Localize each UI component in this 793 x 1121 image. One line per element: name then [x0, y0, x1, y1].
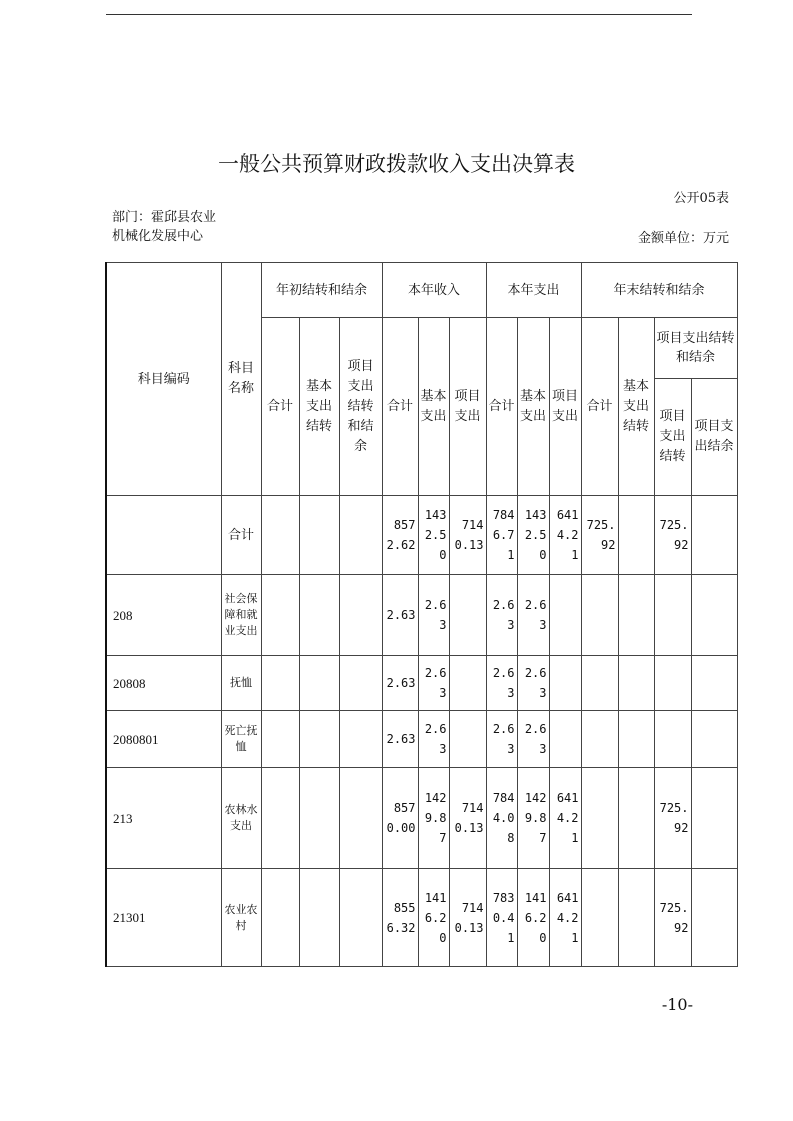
- header-expense: 本年支出: [486, 263, 581, 318]
- cell-begin: [261, 768, 299, 869]
- header-income-basic: 基本支出: [418, 318, 449, 496]
- cell-end-proj: [654, 575, 691, 656]
- cell-inc-proj: 7140.13: [449, 768, 486, 869]
- amount-unit: 金额单位：万元: [637, 231, 729, 246]
- page-title: 一般公共预算财政拨款收入支出决算表: [218, 152, 575, 176]
- cell-begin: [261, 496, 299, 575]
- header-expense-project: 项目支出: [549, 318, 581, 496]
- form-number: 公开05表: [673, 191, 729, 206]
- cell-end-proj: 725.92: [654, 869, 691, 967]
- cell-exp-total: 7830.41: [486, 869, 517, 967]
- cell-begin: [299, 869, 339, 967]
- cell-inc-proj: [449, 711, 486, 768]
- cell-end-proj: 725.92: [654, 768, 691, 869]
- table-row: [106, 711, 737, 768]
- cell-end-basic: [618, 768, 654, 869]
- cell-exp-basic: 2.63: [517, 575, 549, 656]
- cell-begin: [261, 575, 299, 656]
- table-row: [106, 575, 737, 656]
- table-row: [106, 768, 737, 869]
- cell-begin: [299, 575, 339, 656]
- cell-exp-total: 7846.71: [486, 496, 517, 575]
- cell-inc-basic: 1416.20: [418, 869, 449, 967]
- cell-end-bal: [691, 496, 737, 575]
- cell-exp-basic: 1416.20: [517, 869, 549, 967]
- cell-end-basic: [618, 575, 654, 656]
- cell-code: 213: [106, 768, 221, 869]
- cell-end-total: [581, 711, 618, 768]
- cell-exp-basic: 2.63: [517, 711, 549, 768]
- table-row: [106, 496, 737, 575]
- cell-end-basic: [618, 496, 654, 575]
- cell-exp-proj: [549, 575, 581, 656]
- cell-exp-basic: 2.63: [517, 656, 549, 711]
- cell-name: 抚恤: [221, 656, 261, 711]
- cell-inc-total: 8572.62: [382, 496, 418, 575]
- cell-end-total: [581, 869, 618, 967]
- cell-end-basic: [618, 656, 654, 711]
- cell-exp-total: 7844.08: [486, 768, 517, 869]
- cell-end-total: [581, 656, 618, 711]
- cell-end-basic: [618, 711, 654, 768]
- page-number: -10-: [661, 995, 693, 1014]
- cell-begin: [299, 656, 339, 711]
- cell-exp-proj: 6414.21: [549, 496, 581, 575]
- cell-end-bal: [691, 869, 737, 967]
- header-end-basic: 基本支出结转: [618, 318, 654, 496]
- cell-exp-proj: [549, 711, 581, 768]
- cell-inc-total: 2.63: [382, 656, 418, 711]
- cell-end-proj: 725.92: [654, 496, 691, 575]
- cell-exp-proj: [549, 656, 581, 711]
- cell-exp-basic: 1432.50: [517, 496, 549, 575]
- cell-exp-total: 2.63: [486, 575, 517, 656]
- header-end-project: 项目支出结转和结余: [654, 318, 737, 379]
- cell-code: 20808: [106, 656, 221, 711]
- header-begin-project: 项目支出结转和结余: [339, 318, 382, 496]
- cell-begin: [339, 575, 382, 656]
- cell-name: 死亡抚恤: [221, 711, 261, 768]
- header-expense-total: 合计: [486, 318, 517, 496]
- cell-end-bal: [691, 575, 737, 656]
- cell-end-total: [581, 575, 618, 656]
- cell-begin: [339, 496, 382, 575]
- cell-end-proj: [654, 711, 691, 768]
- cell-begin: [339, 768, 382, 869]
- cell-code: 208: [106, 575, 221, 656]
- cell-begin: [339, 656, 382, 711]
- cell-begin: [339, 711, 382, 768]
- cell-inc-total: 2.63: [382, 711, 418, 768]
- header-end-total: 合计: [581, 318, 618, 496]
- cell-end-total: [581, 768, 618, 869]
- cell-code: 2080801: [106, 711, 221, 768]
- header-expense-basic: 基本支出: [517, 318, 549, 496]
- header-end-project-carry: 项目支出结转: [654, 379, 691, 496]
- cell-inc-total: 8570.00: [382, 768, 418, 869]
- table-row: [106, 656, 737, 711]
- header-income-total: 合计: [382, 318, 418, 496]
- cell-inc-basic: 2.63: [418, 575, 449, 656]
- cell-end-bal: [691, 656, 737, 711]
- cell-inc-basic: 1432.50: [418, 496, 449, 575]
- cell-inc-proj: [449, 656, 486, 711]
- table-row: [106, 869, 737, 967]
- cell-end-proj: [654, 656, 691, 711]
- cell-begin: [299, 496, 339, 575]
- top-rule: [106, 14, 692, 15]
- header-code: 科目编码: [106, 263, 221, 496]
- cell-inc-total: 2.63: [382, 575, 418, 656]
- cell-exp-total: 2.63: [486, 656, 517, 711]
- cell-exp-proj: 6414.21: [549, 768, 581, 869]
- cell-inc-proj: 7140.13: [449, 496, 486, 575]
- cell-exp-basic: 1429.87: [517, 768, 549, 869]
- cell-begin: [261, 711, 299, 768]
- cell-name: 农业农村: [221, 869, 261, 967]
- cell-begin: [339, 869, 382, 967]
- cell-end-bal: [691, 768, 737, 869]
- cell-inc-basic: 1429.87: [418, 768, 449, 869]
- budget-table: [105, 262, 738, 967]
- cell-begin: [261, 656, 299, 711]
- cell-name: 合计: [221, 496, 261, 575]
- cell-inc-basic: 2.63: [418, 711, 449, 768]
- cell-begin: [299, 711, 339, 768]
- cell-begin: [261, 869, 299, 967]
- cell-begin: [299, 768, 339, 869]
- cell-name: 农林水支出: [221, 768, 261, 869]
- header-income: 本年收入: [382, 263, 486, 318]
- cell-inc-basic: 2.63: [418, 656, 449, 711]
- cell-end-total: 725.92: [581, 496, 618, 575]
- cell-inc-total: 8556.32: [382, 869, 418, 967]
- header-begin-basic: 基本支出结转: [299, 318, 339, 496]
- header-income-project: 项目支出: [449, 318, 486, 496]
- header-end-project-balance: 项目支出结余: [691, 379, 737, 496]
- cell-end-basic: [618, 869, 654, 967]
- cell-inc-proj: 7140.13: [449, 869, 486, 967]
- header-name: 科目名称: [221, 263, 261, 496]
- cell-end-bal: [691, 711, 737, 768]
- department: 部门：霍邱县农业机械化发展中心: [112, 210, 217, 244]
- cell-exp-proj: 6414.21: [549, 869, 581, 967]
- cell-code: [106, 496, 221, 575]
- cell-exp-total: 2.63: [486, 711, 517, 768]
- cell-name: 社会保障和就业支出: [221, 575, 261, 656]
- header-begin-total: 合计: [261, 318, 299, 496]
- header-end: 年末结转和结余: [581, 263, 737, 318]
- cell-code: 21301: [106, 869, 221, 967]
- header-begin: 年初结转和结余: [261, 263, 382, 318]
- cell-inc-proj: [449, 575, 486, 656]
